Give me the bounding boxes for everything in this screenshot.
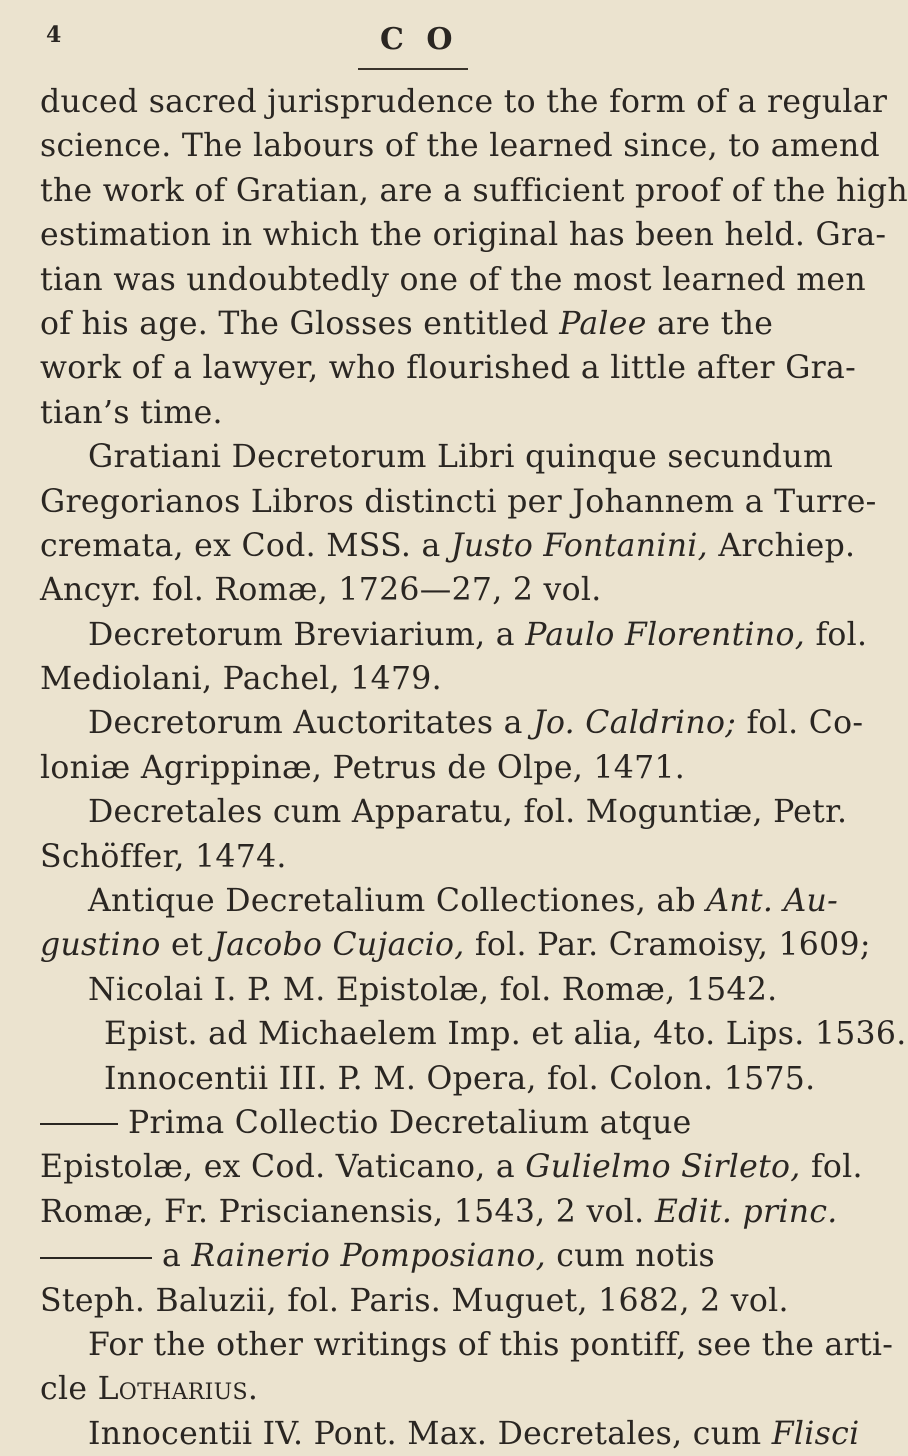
printer-mark: 4 xyxy=(46,22,62,48)
cross-reference: For the other writings of this pontiff, see the arti- xyxy=(88,1326,894,1363)
signature-rule xyxy=(358,68,468,70)
text-line: duced sacred jurisprudence to the form of a regular xyxy=(40,84,888,120)
text-line: science. The labours of the learned since, to amend xyxy=(40,128,880,165)
text-line: the work of Gratian, are a sufficient proof of the high xyxy=(40,172,908,209)
bibliography-entry: Innocentii III. P. M. Opera, fol. Colon. 1575. xyxy=(104,1060,816,1097)
text-line: Epistolæ, ex Cod. Vaticano, a Gulielmo Sirleto, fol. xyxy=(40,1149,863,1186)
bibliography-entry: Gratiani Decretorum Libri quinque secundum xyxy=(88,439,834,476)
page-header xyxy=(0,22,800,78)
text-line: Ancyr. fol. Romæ, 1726—27, 2 vol. xyxy=(40,572,602,609)
text-line: Gregorianos Libros distincti per Johannem a Turre- xyxy=(40,483,877,520)
ditto-dash xyxy=(40,1257,152,1259)
text-line: tian was undoubtedly one of the most learned men xyxy=(40,261,866,298)
page-text xyxy=(40,80,908,1456)
text-line: loniæ Agrippinæ, Petrus de Olpe, 1471. xyxy=(40,749,686,786)
text-line: Schöffer, 1474. xyxy=(40,838,287,875)
bibliography-entry: Antique Decretalium Collectiones, ab Ant. Au- xyxy=(88,883,839,920)
ditto-dash xyxy=(40,1123,118,1125)
text-line: Mediolani, Pachel, 1479. xyxy=(40,661,442,698)
bibliography-entry: Epist. ad Michaelem Imp. et alia, 4to. Lips. 1536. xyxy=(104,1016,907,1053)
text-line: of his age. The Glosses entitled Palee are the xyxy=(40,305,774,342)
signature-mark: C O xyxy=(380,22,459,57)
text-line: estimation in which the original has been held. Gra- xyxy=(40,217,887,254)
bibliography-entry: a Rainerio Pomposiano, cum notis xyxy=(40,1234,780,1278)
text-line: gustino et Jacobo Cujacio, fol. Par. Cramoisy, 1609; xyxy=(40,927,871,964)
bibliography-entry: Decretorum Auctoritates a Jo. Caldrino; fol. Co- xyxy=(88,705,864,742)
bibliography-entry: Innocentii IV. Pont. Max. Decretales, cum Flisci xyxy=(88,1415,860,1452)
bibliography-entry: Decretales cum Apparatu, fol. Moguntiæ, Petr. xyxy=(88,794,848,831)
text-line: Steph. Baluzii, fol. Paris. Muguet, 1682, 2 vol. xyxy=(40,1282,789,1319)
bibliography-entry: Prima Collectio Decretalium atque xyxy=(40,1101,780,1145)
bibliography-entry: Nicolai I. P. M. Epistolæ, fol. Romæ, 1542. xyxy=(88,971,778,1008)
text-line: cle Lotharius. xyxy=(40,1371,259,1408)
text-line: Romæ, Fr. Priscianensis, 1543, 2 vol. Edit. princ. xyxy=(40,1193,838,1230)
text-line: cremata, ex Cod. MSS. a Justo Fontanini, Archiep. xyxy=(40,527,856,564)
bibliography-entry: Decretorum Breviarium, a Paulo Florentino, fol. xyxy=(88,616,868,653)
text-line: tian’s time. xyxy=(40,394,223,431)
text-line: work of a lawyer, who flourished a little after Gra- xyxy=(40,350,857,387)
